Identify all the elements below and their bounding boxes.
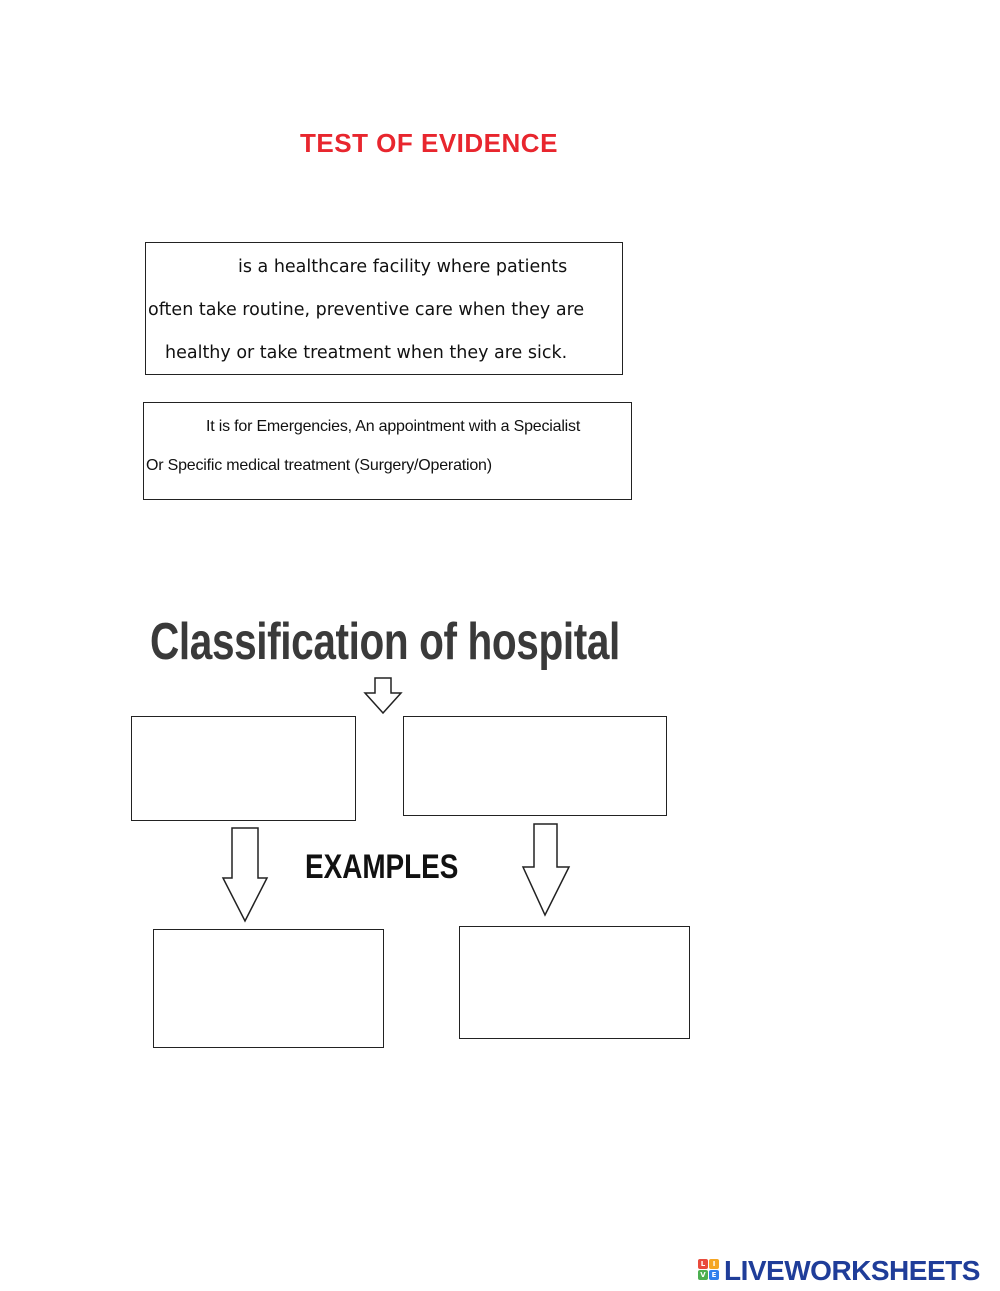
- logo-mark-letter: L: [698, 1259, 708, 1269]
- example-right-input[interactable]: [460, 927, 689, 1038]
- down-arrow-icon: [520, 822, 572, 918]
- definition-1-answer-input[interactable]: [152, 255, 236, 283]
- logo-mark-letter: I: [709, 1259, 719, 1269]
- example-left-box[interactable]: [153, 929, 384, 1048]
- definition-1-line-1: is a healthcare facility where patients: [238, 257, 568, 277]
- classification-right-box[interactable]: [403, 716, 667, 816]
- classification-heading: Classification of hospital: [150, 613, 620, 671]
- classification-left-box[interactable]: [131, 716, 356, 821]
- definition-2-line-1: It is for Emergencies, An appointment with a Specialist: [206, 418, 581, 435]
- definition-box-2: [143, 402, 632, 500]
- definition-1-line-2: often take routine, preventive care when they are: [148, 300, 585, 320]
- classification-right-input[interactable]: [404, 717, 666, 815]
- down-arrow-icon: [220, 826, 270, 924]
- down-arrow-icon: [362, 676, 404, 716]
- example-left-input[interactable]: [154, 930, 383, 1047]
- definition-box-1: [145, 242, 623, 375]
- logo-mark-letter: V: [698, 1270, 708, 1280]
- example-right-box[interactable]: [459, 926, 690, 1039]
- classification-left-input[interactable]: [132, 717, 355, 820]
- examples-label: EXAMPLES: [305, 848, 459, 886]
- definition-1-line-3: healthy or take treatment when they are sick.: [165, 343, 568, 363]
- logo-text: LIVEWORKSHEETS: [724, 1255, 980, 1286]
- worksheet-title: TEST OF EVIDENCE: [300, 128, 558, 158]
- definition-2-line-2: Or Specific medical treatment (Surgery/Operation): [146, 457, 492, 474]
- logo-mark-icon: [698, 1259, 720, 1281]
- definition-2-answer-input[interactable]: [150, 415, 210, 441]
- logo-mark-letter: E: [709, 1270, 719, 1280]
